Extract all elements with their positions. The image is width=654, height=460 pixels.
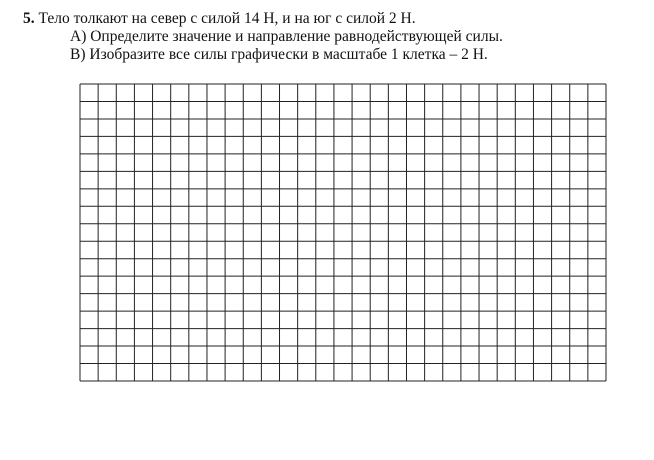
task-statement: Тело толкают на север с силой 14 Н, и на юг с силой 2 Н. bbox=[38, 10, 416, 27]
task-number: 5. bbox=[23, 10, 35, 27]
task-part-b: В) Изобразите все силы графически в масштабе 1 клетка – 2 Н. bbox=[70, 46, 488, 63]
task-part-a: А) Определите значение и направление равнодействующей силы. bbox=[70, 28, 503, 45]
